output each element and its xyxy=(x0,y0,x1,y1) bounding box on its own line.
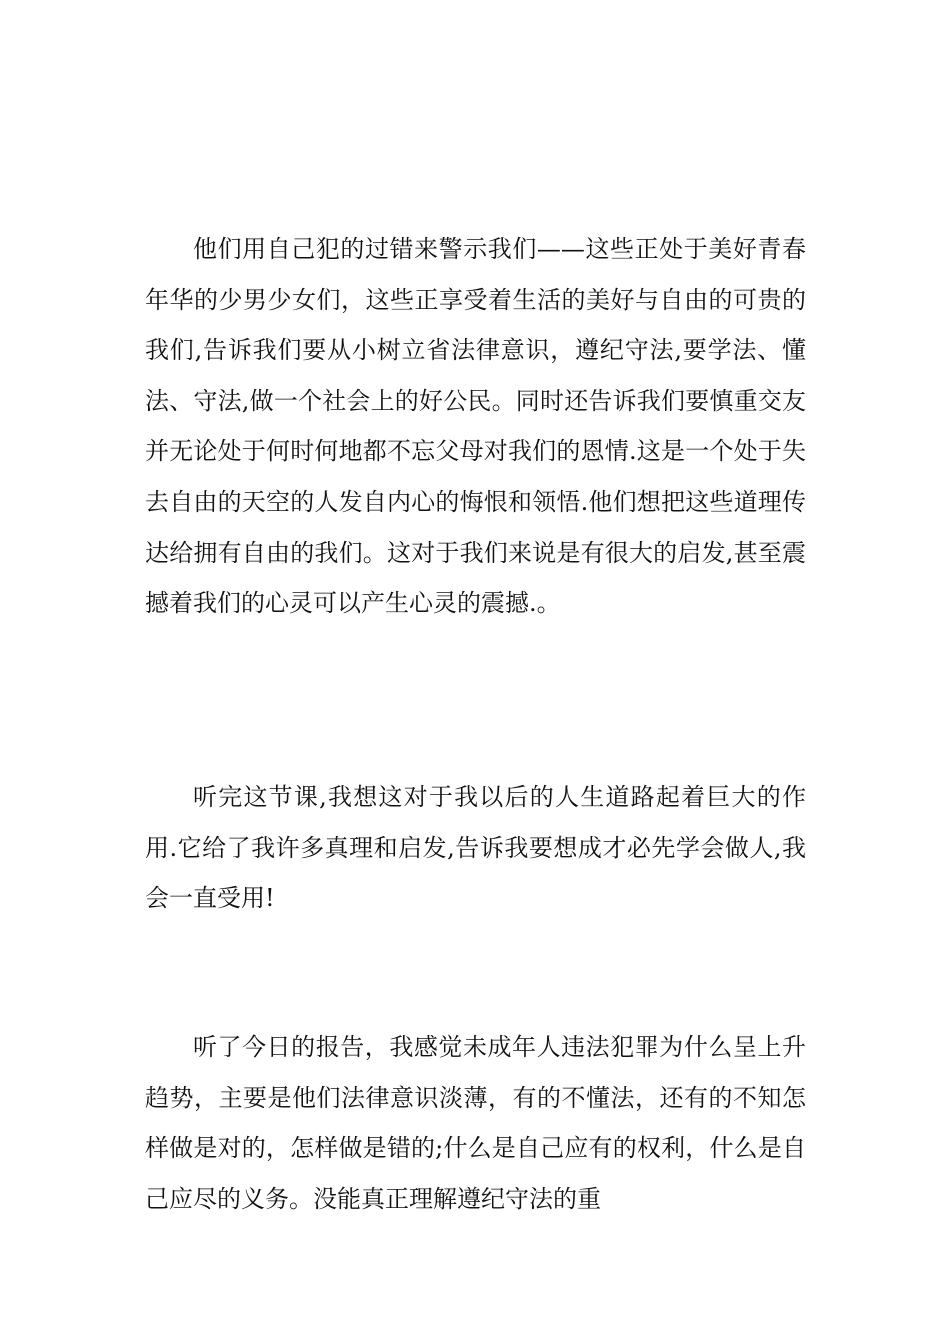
paragraph-after-class: 听完这节课,我想这对于我以后的人生道路起着巨大的作用.它给了我许多真理和启发,告诉我要想成才必先学会做人,我会一直受用! xyxy=(145,783,806,913)
paragraph-report-reflection: 听了今日的报告，我感觉未成年人违法犯罪为什么呈上升趋势，主要是他们法律意识淡薄，有的不懂法，还有的不知怎样做是对的，怎样做是错的;什么是自己应有的权利，什么是自己应尽的义务。没能真正理解遵纪守法的重 xyxy=(145,1033,806,1213)
paragraph-warning-lesson: 他们用自己犯的过错来警示我们——这些正处于美好青春年华的少男少女们，这些正享受着生活的美好与自由的可贵的我们,告诉我们要从小树立省法律意识，遵纪守法,要学法、懂法、守法,做一个社会上的好公民。同时还告诉我们要慎重交友并无论处于何时何地都不忘父母对我们的恩情.这是一个处于失去自由的天空的人发自内心的悔恨和领悟.他们想把这些道理传达给拥有自由的我们。这对于我们来说是有很大的启发,甚至震撼着我们的心灵可以产生心灵的震撼.。 xyxy=(145,235,806,618)
